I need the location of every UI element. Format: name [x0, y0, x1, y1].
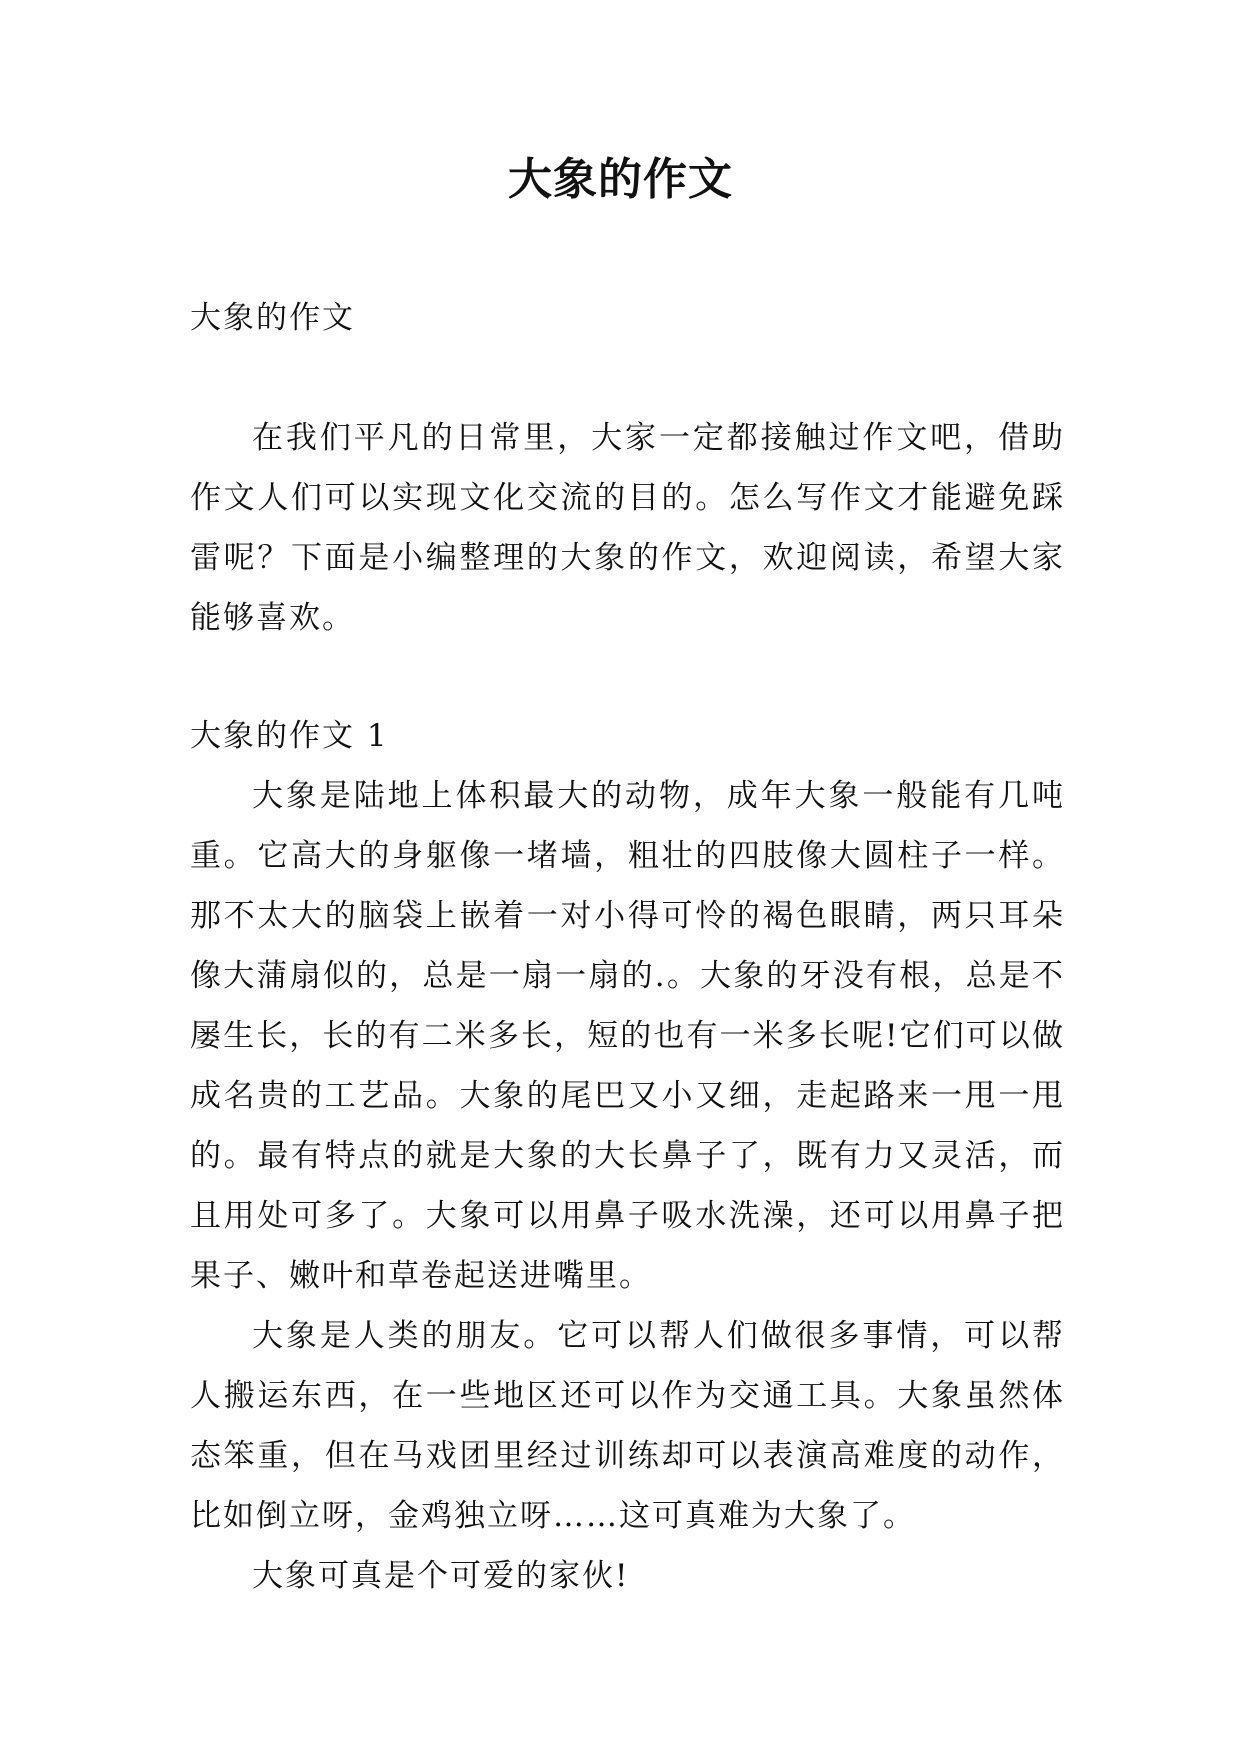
body-paragraph: 大象是人类的朋友。它可以帮人们做很多事情，可以帮人搬运东西，在一些地区还可以作为交通工具。大象虽然体态笨重，但在马戏团里经过训练却可以表演高难度的动作，比如倒立呀，金鸡独立呀……这可真难为大象了。	[190, 1318, 1065, 1534]
intro-paragraph: 在我们平凡的日常里，大家一定都接触过作文吧，借助作文人们可以实现文化交流的目的。怎么写作文才能避免踩雷呢？下面是小编整理的大象的作文，欢迎阅读，希望大家能够喜欢。	[190, 420, 1065, 636]
spacer	[190, 648, 1065, 706]
body-paragraph: 大象是陆地上体积最大的动物，成年大象一般能有几吨重。它高大的身躯像一堵墙，粗壮的四肢像大圆柱子一样。那不太大的脑袋上嵌着一对小得可怜的褐色眼睛，两只耳朵像大蒲扇似的，总是一扇一扇的.。大象的牙没有根，总是不屡生长，长的有二米多长，短的也有一米多长呢!它们可以做成名贵的工艺品。大象的尾巴又小又细，走起路来一甩一甩的。最有特点的就是大象的大长鼻子了，既有力又灵活，而且用处可多了。大象可以用鼻子吸水洗澡，还可以用鼻子把果子、嫩叶和草卷起送进嘴里。	[190, 778, 1065, 1294]
section-heading: 大象的作文 1	[190, 718, 389, 754]
document-title: 大象的作文	[508, 154, 733, 205]
document-subtitle: 大象的作文	[190, 300, 355, 336]
document-body	[190, 288, 1065, 1606]
spacer	[190, 348, 1065, 408]
body-paragraph: 大象可真是个可爱的家伙!	[252, 1558, 630, 1594]
